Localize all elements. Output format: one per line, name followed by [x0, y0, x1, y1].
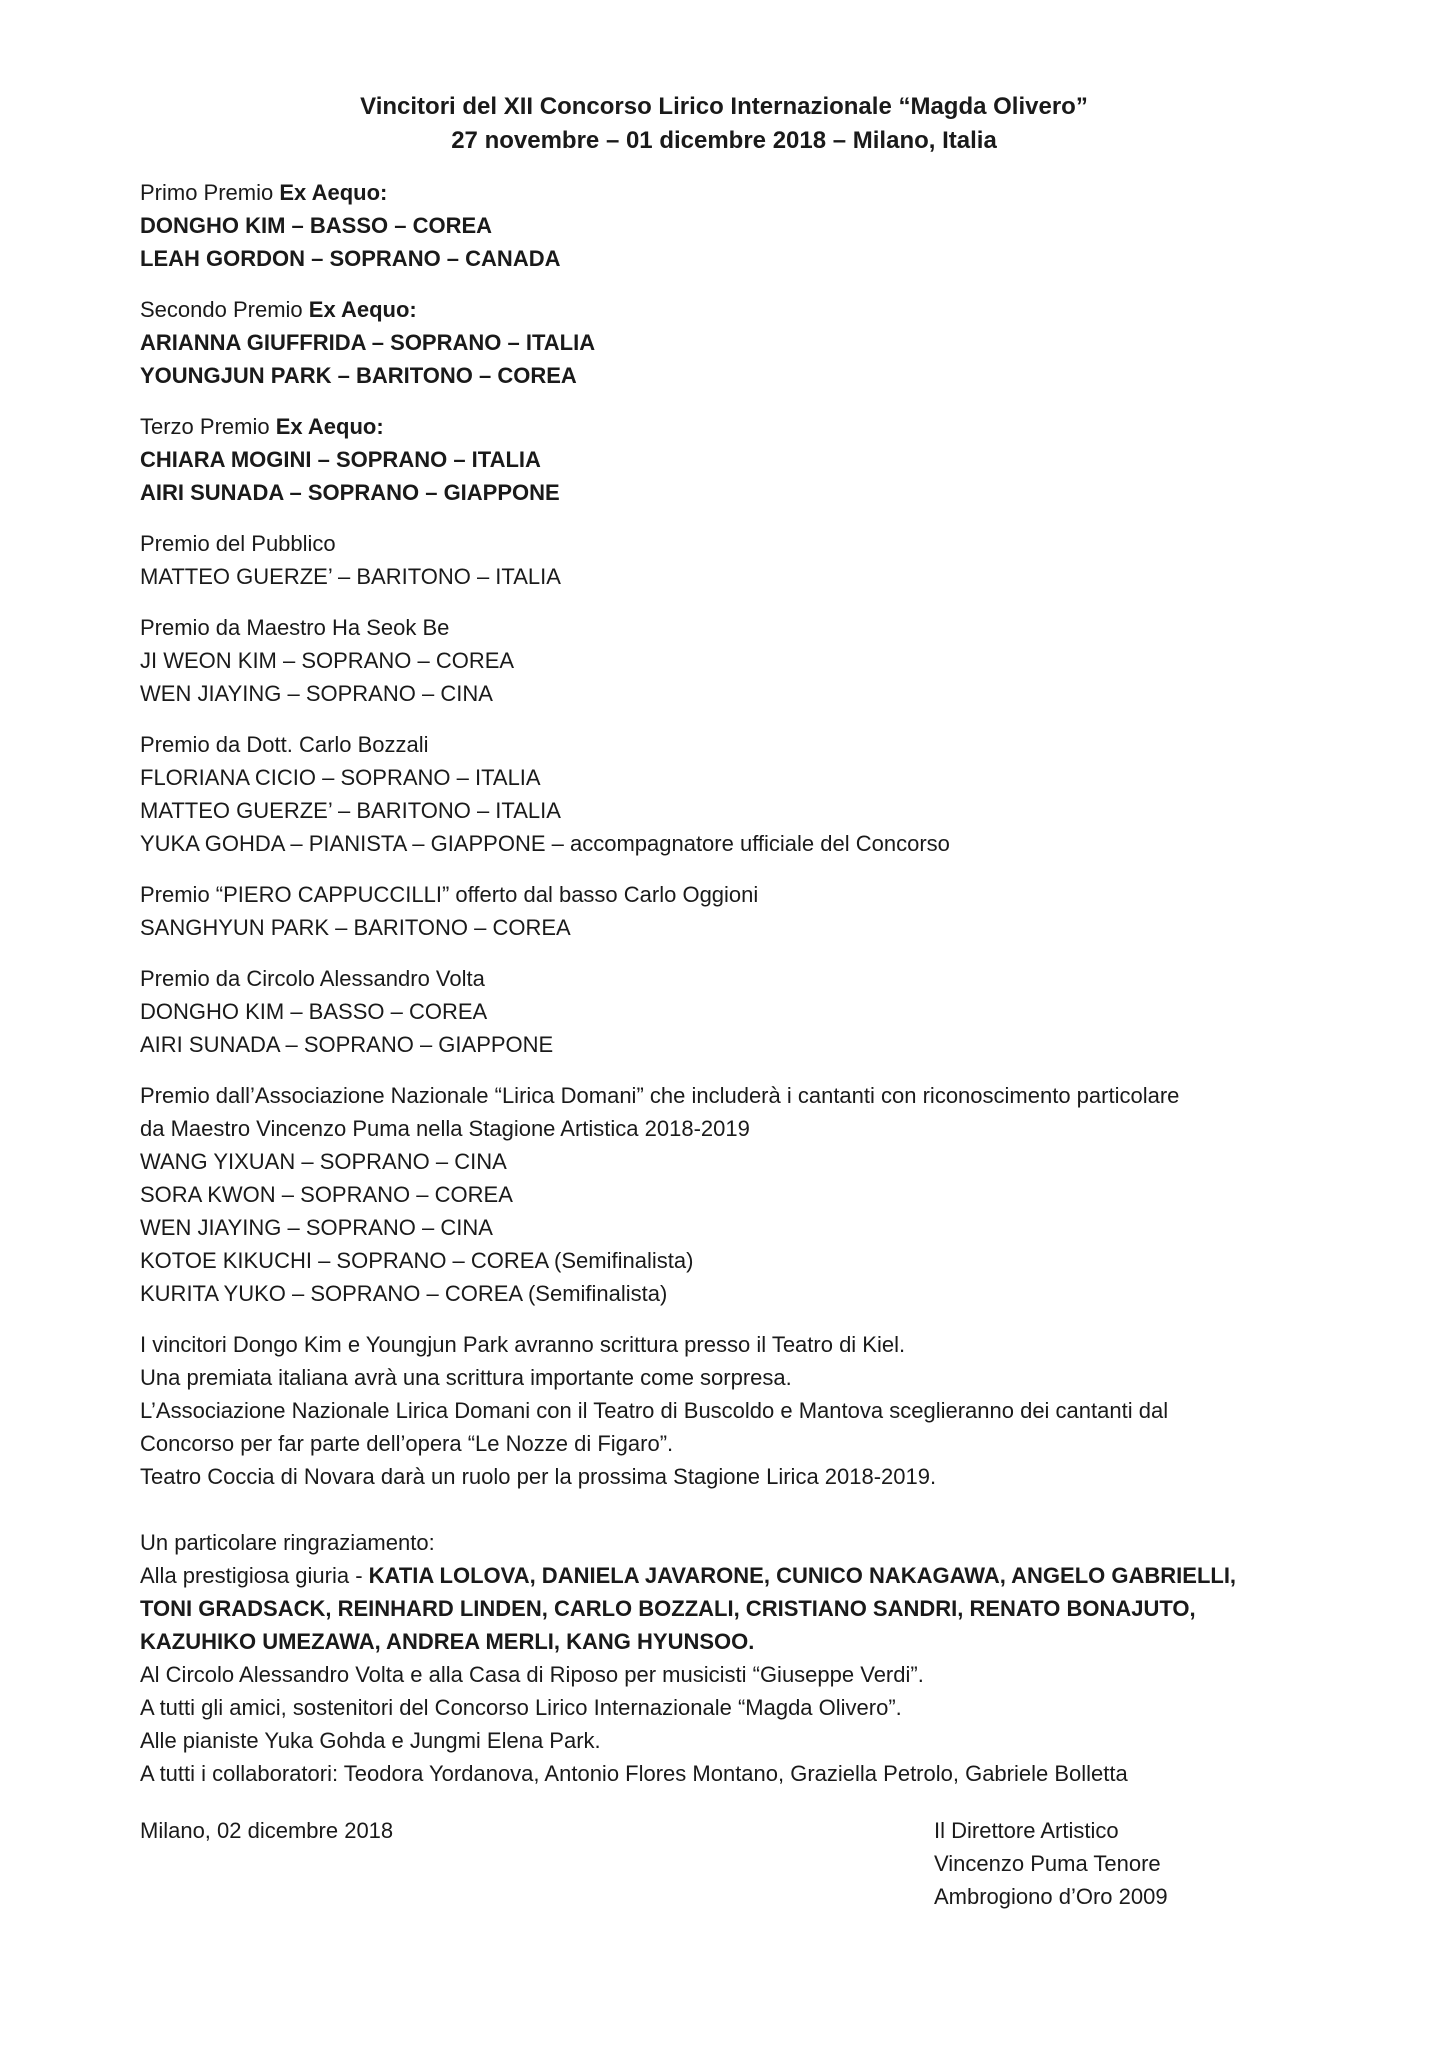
- signature-block: [934, 1814, 1168, 1913]
- prize-section-secondo: [140, 293, 1320, 392]
- document-subtitle: 27 novembre – 01 dicembre 2018 – Milano, Italia: [451, 127, 997, 154]
- winner-line: CHIARA MOGINI – SOPRANO – ITALIA: [140, 447, 541, 472]
- thanks-section: [140, 1526, 1320, 1790]
- winner-line: AIRI SUNADA – SOPRANO – GIAPPONE: [140, 480, 560, 505]
- thanks-heading: Un particolare ringraziamento:: [140, 1530, 435, 1555]
- prize-heading-continued: da Maestro Vincenzo Puma nella Stagione Artistica 2018-2019: [140, 1116, 750, 1141]
- prize-label: Secondo Premio: [140, 297, 309, 322]
- prize-label: Primo Premio: [140, 180, 280, 205]
- winner-line: KOTOE KIKUCHI – SOPRANO – COREA (Semifinalista): [140, 1248, 694, 1273]
- thanks-line: Al Circolo Alessandro Volta e alla Casa di Riposo per musicisti “Giuseppe Verdi”.: [140, 1662, 924, 1687]
- winner-line: SORA KWON – SOPRANO – COREA: [140, 1182, 513, 1207]
- winner-line: MATTEO GUERZE’ – BARITONO – ITALIA: [140, 564, 561, 589]
- document-body: [140, 176, 1320, 1790]
- signature-line: Ambrogiono d’Oro 2009: [934, 1884, 1168, 1909]
- prize-heading: [140, 293, 1320, 326]
- document-title: Vincitori del XII Concorso Lirico Internazionale “Magda Olivero”: [360, 93, 1088, 120]
- signature-line: Vincenzo Puma Tenore: [934, 1851, 1161, 1876]
- prize-section-maestro: [140, 611, 1320, 710]
- jury-names: KAZUHIKO UMEZAWA, ANDREA MERLI, KANG HYUNSOO.: [140, 1629, 755, 1654]
- prize-section-cappuccilli: [140, 878, 1320, 944]
- prize-section-bozzali: [140, 728, 1320, 860]
- jury-line: [140, 1559, 1320, 1592]
- winner-line: KURITA YUKO – SOPRANO – COREA (Semifinalista): [140, 1281, 668, 1306]
- prize-section-volta: [140, 962, 1320, 1061]
- note-line: Concorso per far parte dell’opera “Le Nozze di Figaro”.: [140, 1431, 674, 1456]
- ex-aequo-tag: Ex Aequo:: [275, 414, 384, 439]
- winner-line: DONGHO KIM – BASSO – COREA: [140, 213, 493, 238]
- jury-names: KATIA LOLOVA, DANIELA JAVARONE, CUNICO NAKAGAWA, ANGELO GABRIELLI,: [368, 1563, 1237, 1588]
- prize-section-primo: [140, 176, 1320, 275]
- jury-names: TONI GRADSACK, REINHARD LINDEN, CARLO BOZZALI, CRISTIANO SANDRI, RENATO BONAJUTO,: [140, 1596, 1196, 1621]
- winner-line: LEAH GORDON – SOPRANO – CANADA: [140, 246, 561, 271]
- winner-line: YOUNGJUN PARK – BARITONO – COREA: [140, 363, 577, 388]
- winner-line: ARIANNA GIUFFRIDA – SOPRANO – ITALIA: [140, 330, 596, 355]
- note-line: Teatro Coccia di Novara darà un ruolo per la prossima Stagione Lirica 2018-2019.: [140, 1464, 937, 1489]
- winner-line: FLORIANA CICIO – SOPRANO – ITALIA: [140, 765, 541, 790]
- prize-section-terzo: [140, 410, 1320, 509]
- note-line: Una premiata italiana avrà una scrittura importante come sorpresa.: [140, 1365, 792, 1390]
- winner-line: YUKA GOHDA – PIANISTA – GIAPPONE – accompagnatore ufficiale del Concorso: [140, 831, 950, 856]
- prize-heading: Premio da Circolo Alessandro Volta: [140, 966, 485, 991]
- winner-line: WEN JIAYING – SOPRANO – CINA: [140, 1215, 493, 1240]
- prize-section-pubblico: [140, 527, 1320, 593]
- prize-heading: Premio da Maestro Ha Seok Be: [140, 615, 450, 640]
- prize-heading: Premio “PIERO CAPPUCCILLI” offerto dal basso Carlo Oggioni: [140, 882, 759, 907]
- winner-line: JI WEON KIM – SOPRANO – COREA: [140, 648, 515, 673]
- winner-line: WANG YIXUAN – SOPRANO – CINA: [140, 1149, 507, 1174]
- jury-intro: Alla prestigiosa giuria -: [140, 1563, 369, 1588]
- thanks-line: A tutti i collaboratori: Teodora Yordanova, Antonio Flores Montano, Graziella Petrolo, Gabriele Bolletta: [140, 1761, 1128, 1786]
- prize-heading: [140, 410, 1320, 443]
- prize-heading: Premio dall’Associazione Nazionale “Lirica Domani” che includerà i cantanti con riconoscimento particolare: [140, 1083, 1180, 1108]
- thanks-line: A tutti gli amici, sostenitori del Concorso Lirico Internazionale “Magda Olivero”.: [140, 1695, 902, 1720]
- prize-label: Terzo Premio: [140, 414, 276, 439]
- winner-line: WEN JIAYING – SOPRANO – CINA: [140, 681, 493, 706]
- prize-heading: Premio da Dott. Carlo Bozzali: [140, 732, 429, 757]
- prize-heading: Premio del Pubblico: [140, 531, 336, 556]
- winner-line: SANGHYUN PARK – BARITONO – COREA: [140, 915, 571, 940]
- thanks-line: Alle pianiste Yuka Gohda e Jungmi Elena Park.: [140, 1728, 601, 1753]
- winner-line: MATTEO GUERZE’ – BARITONO – ITALIA: [140, 798, 561, 823]
- notes-section: [140, 1328, 1320, 1493]
- winner-line: AIRI SUNADA – SOPRANO – GIAPPONE: [140, 1032, 554, 1057]
- note-line: L’Associazione Nazionale Lirica Domani con il Teatro di Buscoldo e Mantova sceglieranno dei cantanti dal: [140, 1398, 1169, 1423]
- winner-line: DONGHO KIM – BASSO – COREA: [140, 999, 488, 1024]
- ex-aequo-tag: Ex Aequo:: [308, 297, 417, 322]
- ex-aequo-tag: Ex Aequo:: [279, 180, 388, 205]
- note-line: I vincitori Dongo Kim e Youngjun Park avranno scrittura presso il Teatro di Kiel.: [140, 1332, 906, 1357]
- prize-section-lirica-domani: [140, 1079, 1320, 1310]
- prize-heading: [140, 176, 1320, 209]
- place-date: Milano, 02 dicembre 2018: [140, 1818, 394, 1843]
- signature-line: Il Direttore Artistico: [934, 1818, 1119, 1843]
